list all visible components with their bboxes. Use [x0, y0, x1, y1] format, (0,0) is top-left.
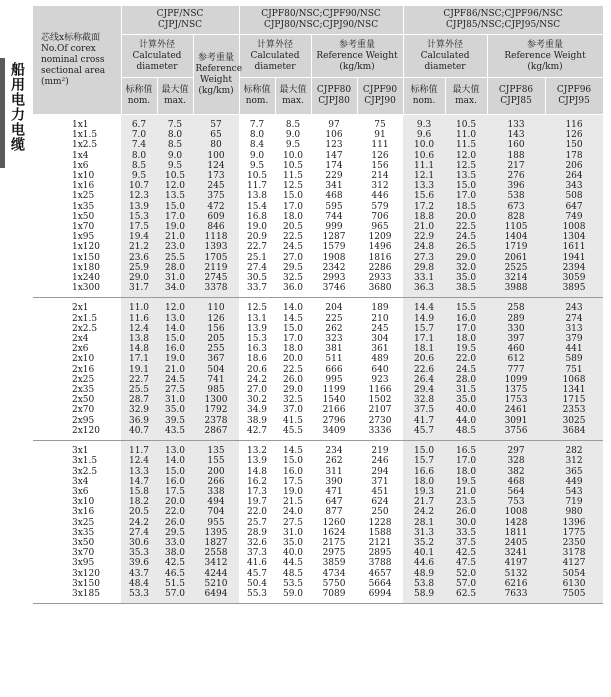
header-g3-max: 最大值 max.	[445, 78, 487, 115]
g2-nom-cell: 13.2 13.9 14.8 16.2 17.3 19.7 22.0 25.7 28.9 32.6 37.3 41.6 45.7 50.4 55.3	[239, 441, 275, 604]
g3-w96-cell: 282 312 365 449 543 719 980 1396 1775 2350 3178 4127 5054 6130 7505	[545, 441, 603, 604]
header-g2-w80: CJPF80 CJPJ80	[311, 78, 357, 115]
g3-w96-cell: 243 274 313 379 441 589 751 1068 1341 1715 2353 3025 3684	[545, 298, 603, 441]
g2-w80-cell: 97 106 123 147 174 229 341 468 595 744 999 1287 1579 1908 2342 2993 3746	[311, 115, 357, 298]
g3-w86-cell: 297 328 382 468 564 753 1008 1428 1811 2405 3241 4197 5132 6216 7633	[487, 441, 545, 604]
g2-w80-cell: 234 262 311 390 471 647 877 1260 1624 2175 2975 3859 4734 5750 7089	[311, 441, 357, 604]
g3-w86-cell: 258 289 330 397 460 612 777 1099 1375 1753 2461 3091 3756	[487, 298, 545, 441]
header-g3-w96: CJPF96 CJPJ95	[545, 78, 603, 115]
cable-spec-table	[33, 6, 604, 604]
g2-w90-cell: 75 91 111 126 156 214 312 446 579 706 965 1209 1496 1816 2286 2933 3680	[357, 115, 403, 298]
header-g1-max: 最大值 max.	[157, 78, 193, 115]
header-group-3: CJPF86/NSC;CJPF96/NSC CJPJ85/NSC;CJPJ95/NSC	[403, 6, 603, 35]
g1-max-cell: 7.5 8.0 8.5 9.0 9.5 10.5 12.0 13.5 15.0 17.0 19.0 21.0 23.0 25.5 28.0 31.0 34.0	[157, 115, 193, 298]
header-g2-diameter: 计算外径 Calculated diameter	[239, 35, 311, 78]
g3-w96-cell: 116 126 150 178 206 264 343 508 647 749 1008 1304 1611 1941 2394 3059 3895	[545, 115, 603, 298]
side-category-tab	[0, 58, 28, 168]
header-g3-weight: 参考重量 Reference Weight (kg/km)	[487, 35, 603, 78]
g1-weight-cell: 135 155 200 266 338 494 704 955 1395 1827 2558 3412 4244 5210 6494	[193, 441, 239, 604]
g1-weight-cell: 57 65 80 100 124 173 245 375 472 609 846 1118 1393 1705 2119 2745 3378	[193, 115, 239, 298]
g2-max-cell: 8.5 9.0 9.5 10.0 10.5 11.5 12.5 15.0 17.0 18.0 20.5 22.5 24.5 27.0 29.5 32.5 36.0	[275, 115, 311, 298]
g2-w90-cell: 189 210 245 304 361 489 640 923 1166 1502 2107 2730 3336	[357, 298, 403, 441]
g3-nom-cell: 14.4 14.9 15.7 17.1 18.1 20.6 22.6 26.4 29.4 32.8 37.5 41.7 45.7	[403, 298, 445, 441]
header-g2-nom: 标称值 nom.	[239, 78, 275, 115]
g1-weight-cell: 110 126 156 205 255 367 504 741 985 1300 1792 2378 2867	[193, 298, 239, 441]
g3-max-cell: 16.5 17.0 18.0 19.5 21.0 23.5 26.0 30.0 33.5 37.5 42.5 47.5 52.0 57.0 62.5	[445, 441, 487, 604]
header-g1-weight: 参考重量 Reference Weight (kg/km)	[193, 35, 239, 115]
cross-section-cell: 1x1 1x1.5 1x2.5 1x4 1x6 1x10 1x16 1x25 1x35 1x50 1x70 1x95 1x120 1x150 1x180 1x240 1x300	[33, 115, 121, 298]
g3-max-cell: 15.5 16.0 17.0 18.0 19.5 22.0 24.5 28.0 31.5 35.0 40.0 44.0 48.5	[445, 298, 487, 441]
header-g3-w86: CJPF86 CJPJ85	[487, 78, 545, 115]
g1-nom-cell: 11.7 12.4 13.3 14.7 15.8 18.2 20.5 24.2 27.4 30.6 35.3 39.6 43.7 48.4 53.3	[121, 441, 157, 604]
table-row-group-two-core	[33, 298, 603, 441]
g1-max-cell: 13.0 14.0 15.0 16.0 17.5 20.0 22.0 26.0 29.5 33.0 38.0 42.5 46.5 51.5 57.0	[157, 441, 193, 604]
g3-max-cell: 10.5 11.0 11.5 12.0 12.5 13.5 15.0 17.0 18.5 20.0 22.5 24.5 26.5 29.0 32.0 35.0 38.5	[445, 115, 487, 298]
g3-nom-cell: 15.0 15.7 16.6 18.0 19.3 21.7 24.2 28.1 31.3 35.2 40.1 44.6 48.9 53.8 58.9	[403, 441, 445, 604]
g1-nom-cell: 6.7 7.0 7.4 8.0 8.5 9.5 10.7 12.3 13.9 15.3 17.5 19.4 21.2 23.6 25.9 29.0 31.7	[121, 115, 157, 298]
header-g2-max: 最大值 max.	[275, 78, 311, 115]
header-group-2: CJPF80/NSC;CJPF90/NSC CJPJ80/NSC;CJPJ90/NSC	[239, 6, 403, 35]
g3-nom-cell: 9.3 9.6 10.0 10.6 11.1 12.1 13.3 15.6 17.2 18.8 21.0 22.9 24.8 27.3 29.8 33.1 36.3	[403, 115, 445, 298]
header-g3-nom: 标称值 nom.	[403, 78, 445, 115]
header-cross-section: 芯线x标称截面 No.Of corex nominal cross sectional area (mm²)	[33, 6, 121, 115]
table-row-group-three-core	[33, 441, 603, 604]
g1-max-cell: 12.0 13.0 14.0 15.0 16.0 19.0 21.0 24.5 27.5 31.0 35.0 39.5 43.5	[157, 298, 193, 441]
header-g1-diameter: 计算外径 Calculated diameter	[121, 35, 193, 78]
g2-w80-cell: 204 225 262 323 381 511 666 995 1199 1540 2166 2796 3409	[311, 298, 357, 441]
g2-max-cell: 14.0 14.5 15.0 17.0 18.0 20.0 22.5 26.0 29.0 32.5 37.0 41.5 45.5	[275, 298, 311, 441]
table-row-group-single-core	[33, 115, 603, 298]
g2-nom-cell: 7.7 8.0 8.4 9.0 9.5 10.5 11.7 13.8 15.4 16.8 19.0 20.9 22.7 25.1 27.4 30.5 33.7	[239, 115, 275, 298]
g2-nom-cell: 12.5 13.1 13.9 15.3 16.3 18.6 20.6 24.2 27.0 30.2 34.9 38.9 42.7	[239, 298, 275, 441]
cross-section-cell: 2x1 2x1.5 2x2.5 2x4 2x6 2x10 2x16 2x25 2x35 2x50 2x70 2x95 2x120	[33, 298, 121, 441]
g2-w90-cell: 219 246 294 371 451 624 250 1228 1588 2121 2895 3788 4657 5664 6994	[357, 441, 403, 604]
header-g2-w90: CJPF90 CJPJ90	[357, 78, 403, 115]
header-g1-nom: 标称值 nom.	[121, 78, 157, 115]
g2-max-cell: 14.5 15.0 16.0 17.5 19.0 21.5 24.0 27.5 31.0 35.0 40.0 44.5 48.5 53.5 59.0	[275, 441, 311, 604]
header-group-1: CJPF/NSC CJPJ/NSC	[121, 6, 239, 35]
g1-nom-cell: 11.0 11.6 12.4 13.8 14.8 17.1 19.1 22.7 25.5 28.7 32.9 36.9 40.7	[121, 298, 157, 441]
g3-w86-cell: 133 143 160 188 217 276 396 538 673 828 1105 1404 1719 2061 2525 3214 3988	[487, 115, 545, 298]
side-category-title: 船用电力电缆	[9, 62, 25, 152]
header-g3-diameter: 计算外径 Calculated diameter	[403, 35, 487, 78]
cross-section-cell: 3x1 3x1.5 3x2.5 3x4 3x6 3x10 3x16 3x25 3x35 3x50 3x70 3x95 3x120 3x150 3x185	[33, 441, 121, 604]
header-g2-weight: 参考重量 Reference Weight (kg/km)	[311, 35, 403, 78]
